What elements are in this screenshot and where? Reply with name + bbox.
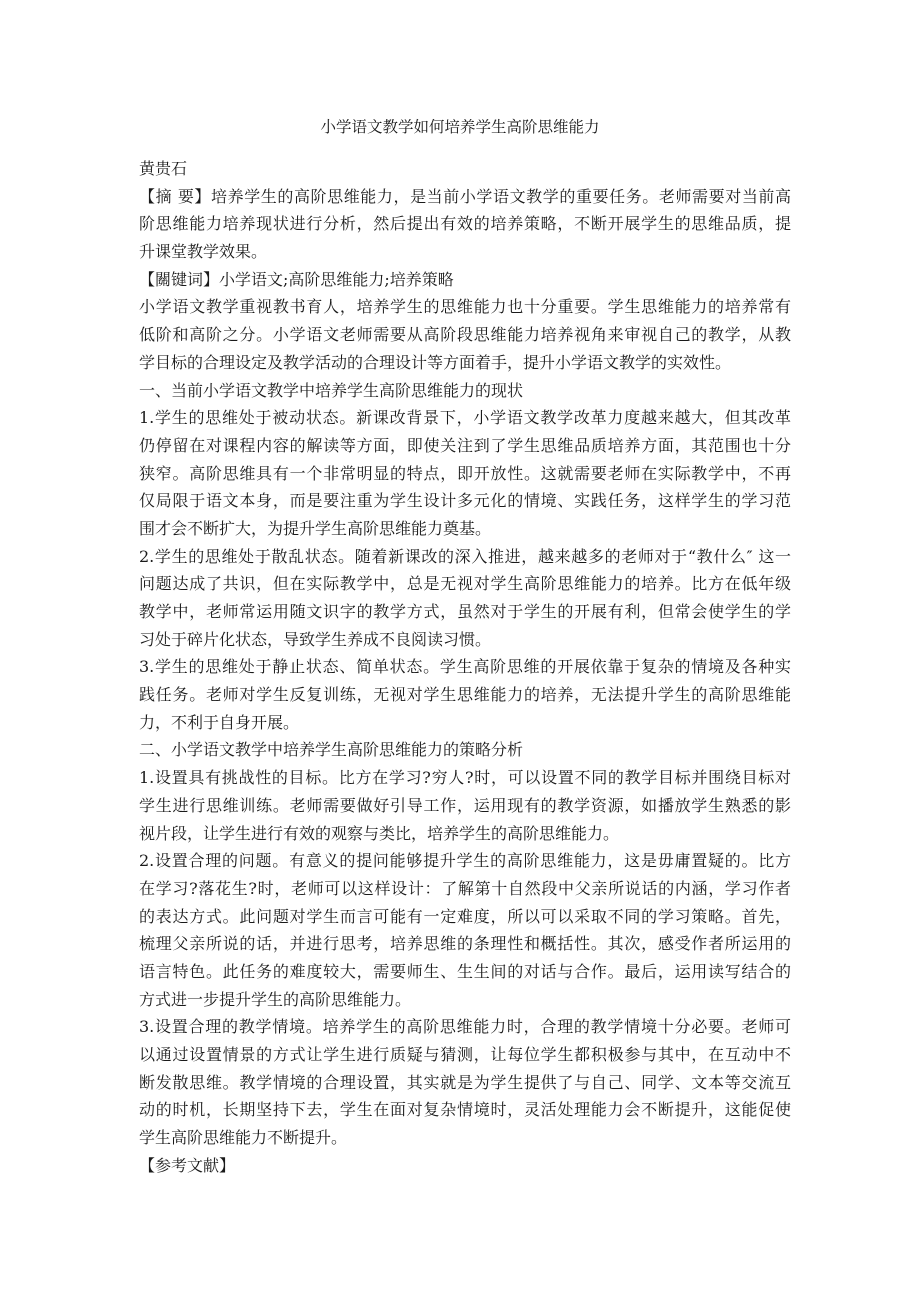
document-body [139,155,791,1179]
text-line: 二、小学语文教学中培养学生高阶思维能力的策略分析 [139,740,524,760]
text-line: 践任务。老师对学生反复训练，无视对学生思维能力的培养，无法提升学生的高阶思维能 [139,685,791,705]
text-line: 【關键词】小学语文;高阶思维能力;培养策略 [139,269,454,289]
text-line: 低阶和高阶之分。小学语文老师需要从高阶段思维能力培养视角来审视自己的教学，从教 [139,325,791,345]
keywords [139,266,791,294]
text-line: 问题达成了共识，但在实际教学中，总是无视对学生高阶思维能力的培养。比方在低年级 [139,574,791,594]
text-line: 升课堂教学效果。 [139,242,268,262]
section1-point1 [139,404,791,542]
text-line: 3.设置合理的教学情境。培养学生的高阶思维能力时，合理的教学情境十分必要。老师可 [139,1017,791,1037]
text-line: 【摘 要】培养学生的高阶思维能力，是当前小学语文教学的重要任务。老师需要对当前高 [139,186,791,206]
text-line: 学目标的合理设定及教学活动的合理设计等方面着手，提升小学语文教学的实效性。 [139,352,732,372]
introduction [139,293,791,376]
text-line: 阶思维能力培养现状进行分析，然后提出有效的培养策略，不断开展学生的思维品质，提 [139,214,791,234]
text-line: 断发散思维。教学情境的合理设置，其实就是为学生提供了与自己、同学、文本等交流互 [139,1072,791,1092]
section-heading-2 [139,736,791,764]
text-line: 习处于碎片化状态，导致学生养成不良阅读习惯。 [139,629,492,649]
text-line: 方式进一步提升学生的高阶思维能力。 [139,989,412,1009]
text-line: 以通过设置情景的方式让学生进行质疑与猜测，让每位学生都积极参与其中，在互动中不 [139,1045,791,1064]
section2-point1 [139,764,791,847]
text-line: 围才会不断扩大，为提升学生高阶思维能力奠基。 [139,518,492,538]
text-line: 视片段，让学生进行有效的观察与类比，培养学生的高阶思维能力。 [139,823,620,843]
text-line: 在学习?落花生?时，老师可以这样设计：了解第十自然段中父亲所说话的内涵，学习作者 [139,878,791,898]
text-line: 仍停留在对课程内容的解读等方面，即使关注到了学生思维品质培养方面，其范围也十分 [139,435,791,455]
section1-point2 [139,543,791,654]
text-line: 2.学生的思维处于散乱状态。随着新课改的深入推进，越来越多的老师对于“教什么″ 这一 [139,546,791,566]
text-line: 狭窄。高阶思维具有一个非常明显的特点，即开放性。这就需要老师在实际教学中，不再 [139,463,791,483]
author: 黄贵石 [139,159,188,178]
text-line: 一、当前小学语文教学中培养学生高阶思维能力的现状 [139,380,524,400]
references-heading [139,1152,791,1180]
text-line: 3.学生的思维处于静止状态、简单状态。学生高阶思维的开展依靠于复杂的情境及各种实 [139,657,791,677]
section2-point2 [139,847,791,1013]
text-line: 的表达方式。此问题对学生而言可能有一定难度，所以可以采取不同的学习策略。首先， [139,906,791,926]
text-line: 学生进行思维训练。老师需要做好引导工作，运用现有的教学资源，如播放学生熟悉的影 [139,795,791,815]
text-line: 梳理父亲所说的话，并进行思考，培养思维的条理性和概括性。其次，感受作者所运用的 [139,934,791,954]
text-line: 1.设置具有挑战性的目标。比方在学习?穷人?时，可以设置不同的教学目标并围绕目标对 [139,768,791,788]
section-heading-1 [139,377,791,405]
text-line: 动的时机，长期坚持下去，学生在面对复杂情境时，灵活处理能力会不断提升，这能促使 [139,1100,791,1120]
abstract [139,183,791,266]
text-line: 小学语文教学重视教书育人，培养学生的思维能力也十分重要。学生思维能力的培养常有 [139,297,791,317]
section2-point3 [139,1013,791,1151]
text-line: 【参考文献】 [139,1155,236,1175]
text-line: 2.设置合理的问题。有意义的提问能够提升学生的高阶思维能力，这是毋庸置疑的。比方 [139,851,791,871]
section1-point3 [139,653,791,736]
document-title: 小学语文教学如何培养学生高阶思维能力 [320,118,600,136]
text-line: 仅局限于语文本身，而是要注重为学生设计多元化的情境、实践任务，这样学生的学习范 [139,491,791,511]
text-line: 学生高阶思维能力不断提升。 [139,1128,348,1148]
text-line: 教学中，老师常运用随文识字的教学方式，虽然对于学生的开展有利，但常会使学生的学 [139,602,791,621]
text-line: 1.学生的思维处于被动状态。新课改背景下，小学语文教学改革力度越来越大，但其改革 [139,408,791,428]
text-line: 力，不利于自身开展。 [139,712,300,732]
text-line: 语言特色。此任务的难度较大，需要师生、生生间的对话与合作。最后，运用读写结合的 [139,961,791,981]
